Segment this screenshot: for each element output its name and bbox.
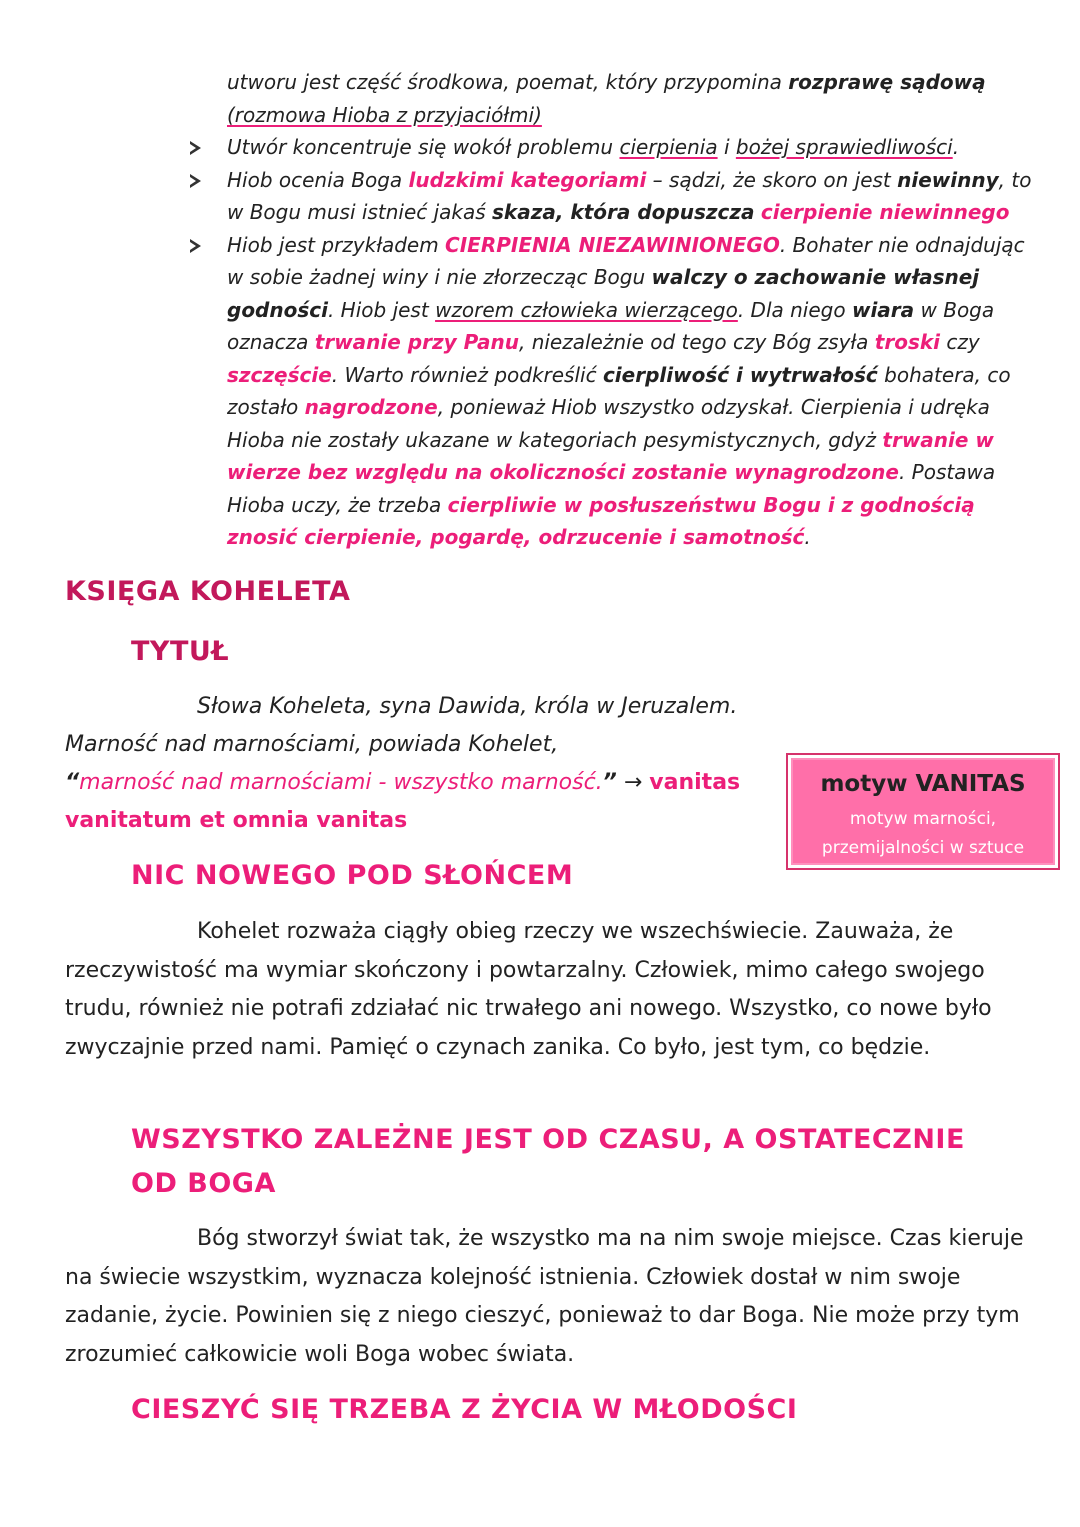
title-quote: Słowa Koheleta, syna Dawida, króla w Jeruzalem. Marność nad marnościami, powiada Kohelet, “marność nad marnościami - wszystko marność.” → vanitas vanitatum et omnia vanitas <box>65 688 795 840</box>
tytul-heading: TYTUŁ <box>131 636 230 667</box>
paragraph-czas: Bóg stworzył świat tak, że wszystko ma na nim swoje miejsce. Czas kieruje na świecie wszystkim, wyznacza kolejność istnienia. Człowiek dostał w nim swoje zadanie, życie. Powinien się z niego cieszyć, ponieważ to dar Boga. Nie może przy tym zrozumieć całkowicie woli Boga wobec świata. <box>65 1226 1024 1367</box>
intro-parenthetical: (rozmowa Hioba z przyjaciółmi) <box>227 102 542 127</box>
quote-highlight: marność nad marnościami - wszystko marność. <box>79 770 603 795</box>
list-item: Hiob jest przykładem CIERPIENIA NIEZAWINIONEGO. Bohater nie odnajdując w sobie żadnej winy i nie złorzecząc Bogu walczy o zachowanie własnej godności. Hiob jest wzorem człowieka wierzącego. Dla niego wiara w Boga oznacza trwanie przy Panu, niezależnie od tego czy Bóg zsyła troski czy szczęście. Warto również podkreślić cierpliwość i wytrwałość bohatera, co zostało nagrodzone, ponieważ Hiob wszystko odzyskał. Cierpienia i udręka Hioba nie zostały ukazane w kategoriach pesymistycznych, gdyż trwanie w wierze bez względu na okoliczności zostanie wynagrodzone. Postawa Hioba uczy, że trzeba cierpliwie w posłuszeństwu Bogu i z godnością znosić cierpienie, pogardę, odrzucenie i samotność. <box>190 229 1040 554</box>
arrow-bullet-icon <box>190 239 201 253</box>
list-item: Hiob ocenia Boga ludzkimi kategoriami – sądzi, że skoro on jest niewinny, to w Bogu musi istnieć jakaś skaza, która dopuszcza cierpienie niewinnego <box>190 164 1040 229</box>
arrow-bullet-icon <box>190 141 201 155</box>
intro-continuation <box>227 66 1027 131</box>
arrow-right-icon: → <box>623 770 643 795</box>
heading-nic-nowego: NIC NOWEGO POD SŁOŃCEM <box>131 860 574 891</box>
intro-highlight: rozprawę sądową <box>788 70 986 94</box>
latin-phrase: vanitas vanitatum et omnia vanitas <box>65 770 741 833</box>
paragraph-nic-nowego: Kohelet rozważa ciągły obieg rzeczy we wszechświecie. Zauważa, że rzeczywistość ma wymiar skończony i powtarzalny. Człowiek, mimo całego swojego trudu, również nie potrafi zdziałać nic trwałego ani nowego. Wszystko, co nowe było zwyczajnie przed nami. Pamięć o czynach zanika. Co było, jest tym, co będzie. <box>65 919 992 1060</box>
motif-title: motyw VANITAS <box>820 771 1026 797</box>
intro-text: utworu jest część środkowa, poemat, który przypomina <box>227 70 789 94</box>
section-title: KSIĘGA KOHELETA <box>65 576 351 607</box>
list-item: Utwór koncentruje się wokół problemu cierpienia i bożej sprawiedliwości. <box>190 131 1040 164</box>
motif-callout-box <box>786 753 1060 870</box>
motif-description: motyw marności, przemijalności w sztuce <box>821 809 1025 858</box>
heading-czas: WSZYSTKO ZALEŻNE JEST OD CZASU, A OSTATECZNIE OD BOGA <box>131 1124 965 1199</box>
bullet-list <box>190 131 1040 554</box>
arrow-bullet-icon <box>190 174 201 188</box>
quote-line: Słowa Koheleta, syna Dawida, króla w Jeruzalem. <box>197 694 738 719</box>
heading-mlodosc: CIESZYĆ SIĘ TRZEBA Z ŻYCIA W MŁODOŚCI <box>131 1394 798 1425</box>
quote-line: Marność nad marnościami, powiada Kohelet, <box>65 732 559 757</box>
